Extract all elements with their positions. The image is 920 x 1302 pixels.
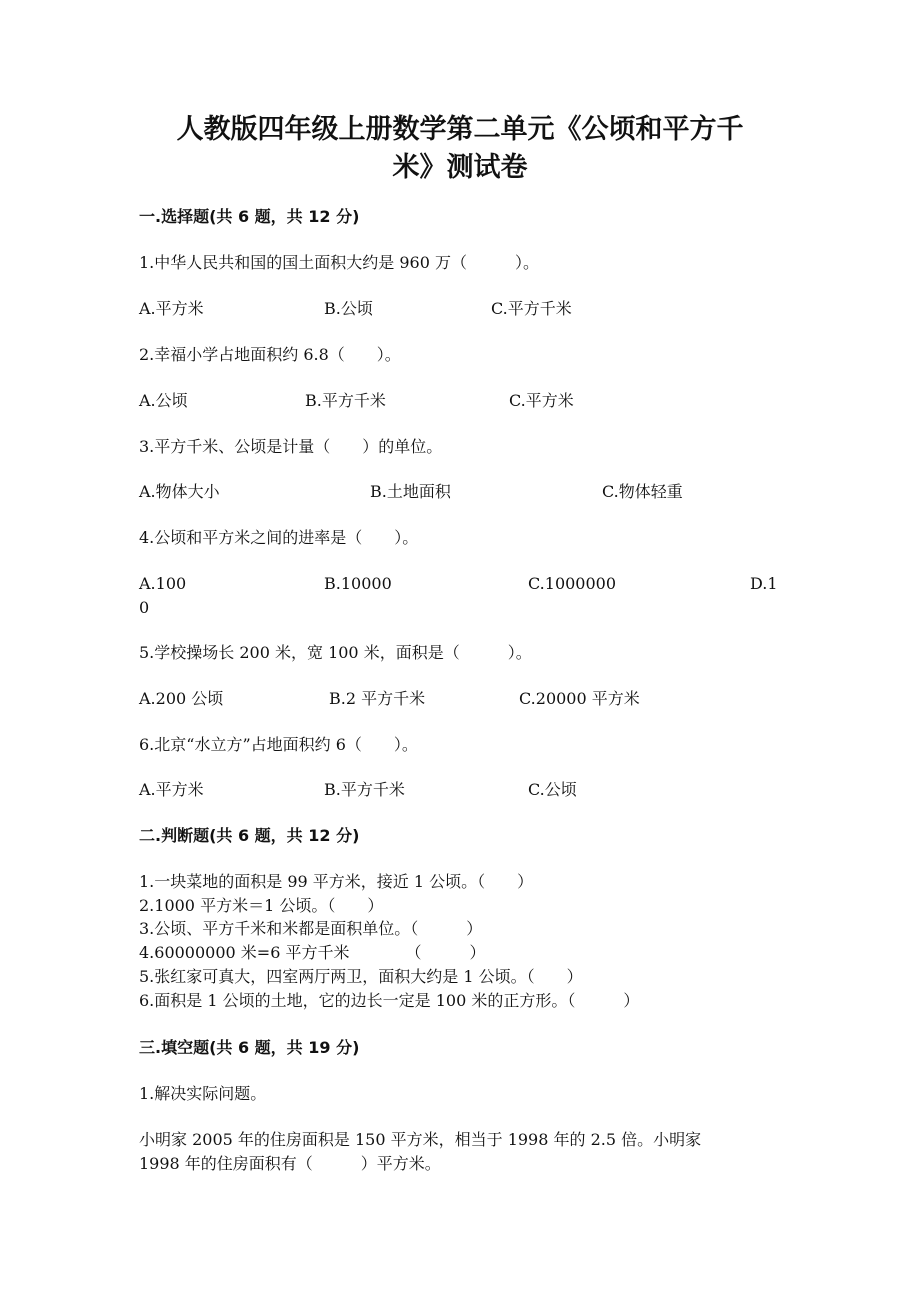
section-heading-true-false: 二.判断题(共 6 题，共 12 分) bbox=[139, 826, 360, 845]
statement-item: 3.公顷、平方千米和米都是面积单位。（ ） bbox=[139, 919, 483, 938]
option-a: A.公顷 bbox=[139, 391, 188, 410]
question-text: 3.平方千米、公顷是计量（ ）的单位。 bbox=[139, 437, 443, 456]
question-body: 1998 年的住房面积有（ ）平方米。 bbox=[139, 1154, 441, 1173]
statement-item: 2.1000 平方米＝1 公顷。（ ） bbox=[139, 896, 384, 915]
option-d-wrap: 0 bbox=[139, 598, 150, 617]
option-b: B.2 平方千米 bbox=[329, 689, 426, 708]
option-c: C.物体轻重 bbox=[602, 482, 683, 501]
question-text: 2.幸福小学占地面积约 6.8（ ）。 bbox=[139, 345, 401, 364]
option-a: A.物体大小 bbox=[139, 482, 220, 501]
option-c: C.20000 平方米 bbox=[519, 689, 640, 708]
option-a: A.100 bbox=[139, 574, 187, 593]
question-text: 5.学校操场长 200 米，宽 100 米，面积是（ ）。 bbox=[139, 643, 532, 662]
option-a: A.平方米 bbox=[139, 780, 204, 799]
page-title-line-2: 米》测试卷 bbox=[392, 152, 528, 183]
option-c: C.1000000 bbox=[528, 574, 617, 593]
question-text: 6.北京“水立方”占地面积约 6（ ）。 bbox=[139, 735, 418, 754]
option-b: B.10000 bbox=[324, 574, 392, 593]
section-heading-multiple-choice: 一.选择题(共 6 题，共 12 分) bbox=[139, 207, 360, 226]
option-c: C.公顷 bbox=[528, 780, 577, 799]
question-text: 4.公顷和平方米之间的进率是（ ）。 bbox=[139, 528, 419, 547]
question-text: 1.中华人民共和国的国土面积大约是 960 万（ ）。 bbox=[139, 253, 539, 272]
section-heading-fill-in: 三.填空题(共 6 题，共 19 分) bbox=[139, 1038, 360, 1057]
page-title-line-1: 人教版四年级上册数学第二单元《公顷和平方千 bbox=[176, 114, 744, 145]
option-b: B.公顷 bbox=[324, 299, 373, 318]
question-body: 小明家 2005 年的住房面积是 150 平方米，相当于 1998 年的 2.5 倍。小明家 bbox=[139, 1130, 702, 1149]
statement-item: 1.一块菜地的面积是 99 平方米，接近 1 公顷。（ ） bbox=[139, 872, 534, 891]
option-a: A.平方米 bbox=[139, 299, 204, 318]
statement-item: 6.面积是 1 公顷的土地，它的边长一定是 100 米的正方形。（ ） bbox=[139, 991, 640, 1010]
question-text: 1.解决实际问题。 bbox=[139, 1084, 267, 1103]
option-d: D.1 bbox=[750, 574, 778, 593]
statement-item: 5.张红家可真大，四室两厅两卫，面积大约是 1 公顷。（ ） bbox=[139, 967, 583, 986]
option-a: A.200 公顷 bbox=[139, 689, 224, 708]
option-c: C.平方千米 bbox=[491, 299, 572, 318]
option-b: B.土地面积 bbox=[370, 482, 451, 501]
option-c: C.平方米 bbox=[509, 391, 574, 410]
statement-item: 4.60000000 米=6 平方千米 （ ） bbox=[139, 943, 486, 962]
option-b: B.平方千米 bbox=[305, 391, 386, 410]
option-b: B.平方千米 bbox=[324, 780, 405, 799]
